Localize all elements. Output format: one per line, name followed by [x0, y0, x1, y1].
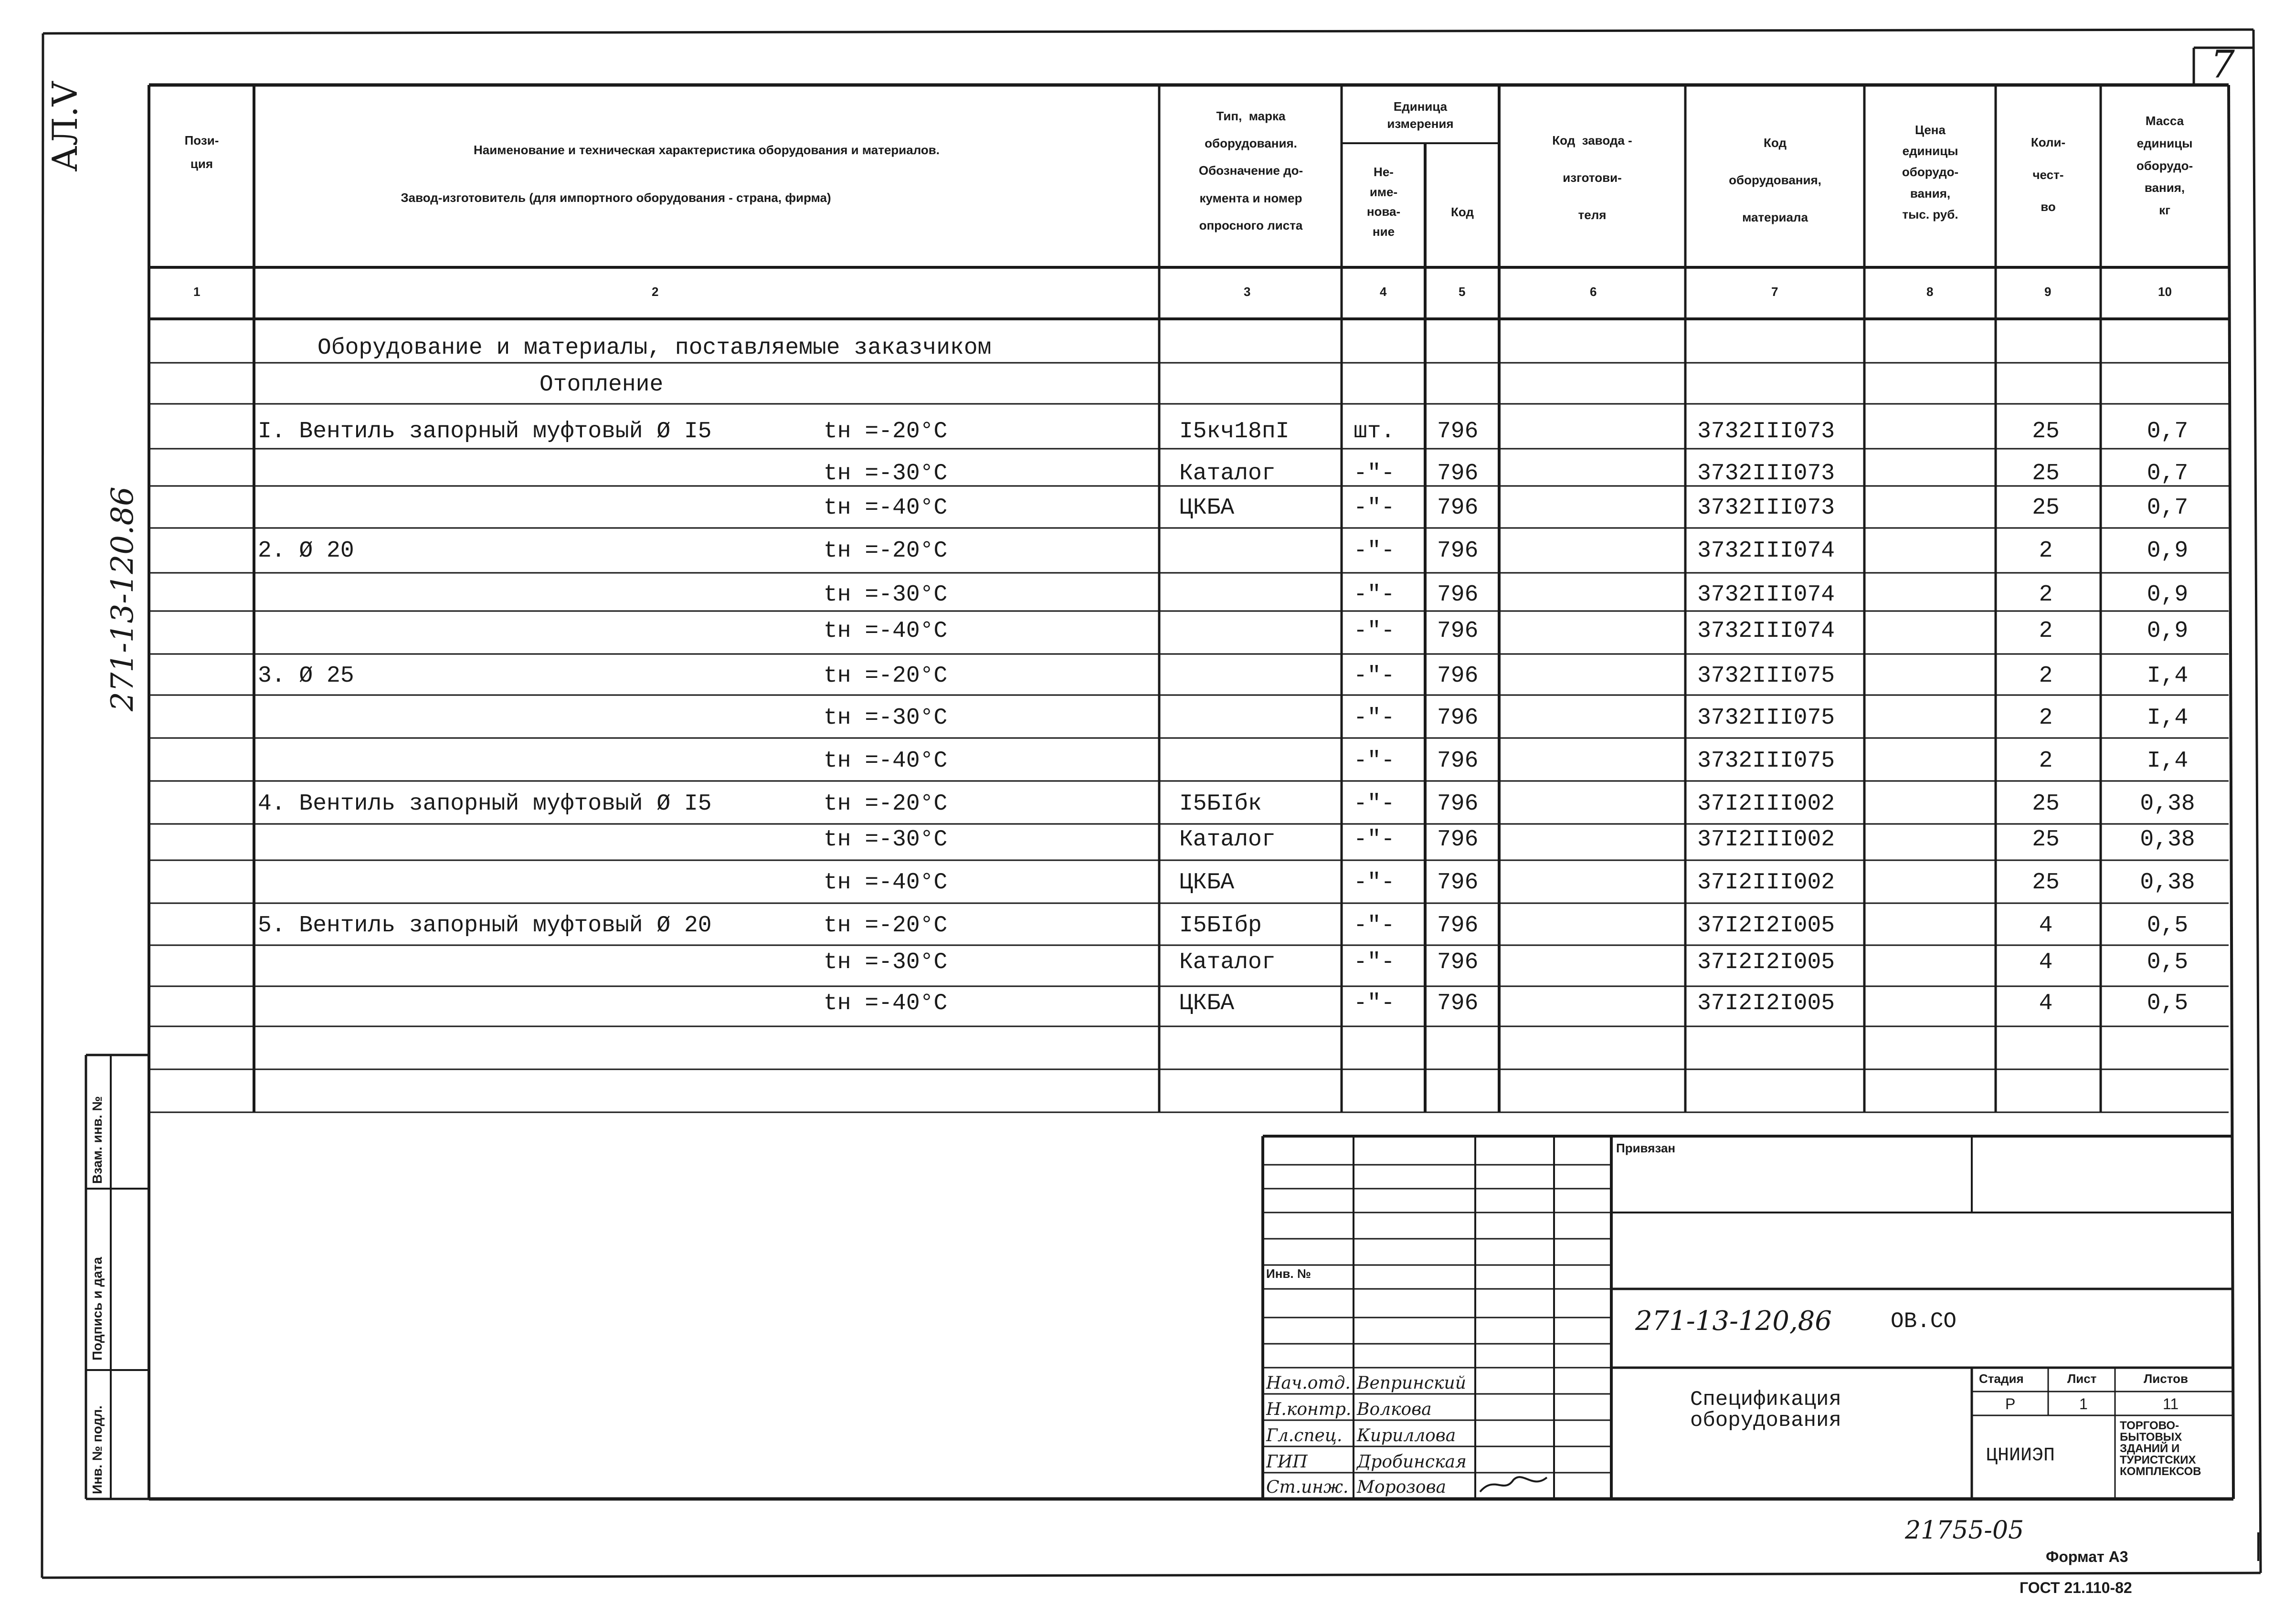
- cell-unit-code: 796: [1437, 827, 1479, 853]
- cell-mass: I,4: [2147, 748, 2189, 774]
- org-description: ТОРГОВО- БЫТОВЫХ ЗДАНИЙ И ТУРИСТСКИХ КОМПЛЕКСОВ: [2120, 1419, 2201, 1478]
- cell-unit: -"-: [1354, 949, 1395, 975]
- stage-label: Стадия: [1979, 1371, 2024, 1386]
- cell-unit-code: 796: [1437, 949, 1479, 975]
- cell-mass: 0,9: [2147, 582, 2189, 608]
- col-number: 2: [652, 285, 659, 299]
- cell-name: 5. Вентиль запорный муфтовый Ø 20: [258, 913, 712, 939]
- stage-value: Р: [2005, 1395, 2016, 1413]
- cell-equipment-code: 3732III075: [1697, 663, 1835, 689]
- cell-unit: -"-: [1354, 991, 1395, 1016]
- cell-unit: -"-: [1354, 870, 1395, 896]
- handwritten-id: 21755-05: [1905, 1516, 2024, 1545]
- cell-mass: 0,9: [2147, 538, 2189, 564]
- sheet-number: 7: [2210, 42, 2235, 86]
- cell-temperature: tн =-30°C: [824, 827, 948, 853]
- role-label: ГИП: [1266, 1452, 1308, 1472]
- cell-unit-code: 796: [1437, 748, 1479, 774]
- cell-quantity: 2: [2039, 618, 2053, 644]
- cell-unit-code: 796: [1437, 705, 1479, 731]
- cell-quantity: 25: [2032, 827, 2060, 853]
- cell-quantity: 25: [2032, 461, 2060, 486]
- cell-unit-code: 796: [1437, 495, 1479, 521]
- cell-temperature: tн =-20°C: [824, 791, 948, 817]
- cell-unit: -"-: [1354, 791, 1395, 817]
- subsection-title: Отопление: [539, 372, 664, 398]
- cell-unit: -"-: [1354, 618, 1395, 644]
- cell-quantity: 4: [2039, 949, 2053, 975]
- role-label: Н.контр.: [1266, 1400, 1352, 1419]
- gost-label: ГОСТ 21.110-82: [2020, 1579, 2132, 1596]
- cell-unit-code: 796: [1437, 618, 1479, 644]
- signer-name: Кириллова: [1357, 1426, 1456, 1445]
- cell-quantity: 25: [2032, 419, 2060, 444]
- cell-equipment-code: 37I2III002: [1697, 870, 1835, 896]
- header-price: Цена единицы оборудо- вания, тыс. руб.: [1902, 123, 1959, 221]
- doc-code: 271-13-120,86: [1635, 1306, 1832, 1337]
- cell-unit-code: 796: [1437, 991, 1479, 1016]
- cell-temperature: tн =-20°C: [824, 913, 948, 939]
- cell-type: Каталог: [1179, 949, 1276, 975]
- cell-name: 4. Вентиль запорный муфтовый Ø I5: [258, 791, 712, 817]
- cell-temperature: tн =-30°C: [824, 461, 948, 486]
- role-label: Нач.отд.: [1266, 1373, 1351, 1393]
- signer-name: Дробинская: [1357, 1452, 1467, 1472]
- cell-equipment-code: 3732III073: [1697, 461, 1835, 486]
- cell-type: ЦКБА: [1179, 495, 1235, 521]
- cell-quantity: 2: [2039, 705, 2053, 731]
- margin-project-code: 271-13-120.86: [105, 486, 140, 711]
- cell-unit-code: 796: [1437, 663, 1479, 689]
- doc-title: Спецификация оборудования: [1690, 1388, 1841, 1433]
- cell-mass: 0,38: [2140, 870, 2195, 896]
- cell-equipment-code: 37I2III002: [1697, 791, 1835, 817]
- cell-unit: -"-: [1354, 748, 1395, 774]
- cell-name: 2. Ø 20: [258, 538, 354, 564]
- cell-temperature: tн =-40°C: [824, 748, 948, 774]
- cell-name: I. Вентиль запорный муфтовый Ø I5: [258, 419, 712, 444]
- header-type: Тип, марка оборудования. Обозначение до- кумента и номер опросного листа: [1198, 109, 1303, 232]
- cell-temperature: tн =-30°C: [824, 705, 948, 731]
- cell-temperature: tн =-20°C: [824, 538, 948, 564]
- cell-temperature: tн =-30°C: [824, 582, 948, 608]
- cell-quantity: 2: [2039, 538, 2053, 564]
- org-name: ЦНИИЭП: [1986, 1445, 2055, 1466]
- sheets-label: Листов: [2144, 1371, 2188, 1386]
- cell-mass: 0,5: [2147, 949, 2189, 975]
- cell-unit: -"-: [1354, 913, 1395, 939]
- cell-equipment-code: 37I2I2I005: [1697, 949, 1835, 975]
- col-number: 9: [2044, 285, 2052, 299]
- cell-equipment-code: 3732III073: [1697, 419, 1835, 444]
- cell-quantity: 2: [2039, 663, 2053, 689]
- cell-type: Каталог: [1179, 461, 1276, 486]
- cell-unit: -"-: [1354, 461, 1395, 486]
- cell-type: Каталог: [1179, 827, 1276, 853]
- cell-unit: шт.: [1354, 419, 1395, 444]
- cell-mass: 0,9: [2147, 618, 2189, 644]
- cell-unit-code: 796: [1437, 582, 1479, 608]
- cell-type: ЦКБА: [1179, 991, 1235, 1016]
- cell-mass: 0,5: [2147, 991, 2189, 1016]
- cell-quantity: 2: [2039, 748, 2053, 774]
- signer-name: Морозова: [1357, 1477, 1446, 1497]
- cell-type: ЦКБА: [1179, 870, 1235, 896]
- cell-unit-code: 796: [1437, 913, 1479, 939]
- cell-unit: -"-: [1354, 538, 1395, 564]
- header-unit-code: Код: [1451, 205, 1474, 219]
- cell-quantity: 4: [2039, 991, 2053, 1016]
- cell-mass: I,4: [2147, 705, 2189, 731]
- col-number: 6: [1590, 285, 1597, 299]
- header-name-line1: Наименование и техническая характеристика оборудования и материалов.: [473, 143, 940, 157]
- cell-unit-code: 796: [1437, 870, 1479, 896]
- cell-quantity: 25: [2032, 791, 2060, 817]
- margin-label-inv-podl: Инв. № подл.: [90, 1405, 105, 1494]
- cell-type: I5БIбр: [1179, 913, 1262, 939]
- signer-name: Волкова: [1357, 1400, 1432, 1419]
- cell-temperature: tн =-40°C: [824, 618, 948, 644]
- cell-mass: 0,38: [2140, 791, 2195, 817]
- bound-label: Привязан: [1616, 1141, 1676, 1155]
- header-unit-group: Единица измерения: [1387, 99, 1454, 131]
- cell-temperature: tн =-20°C: [824, 419, 948, 444]
- cell-temperature: tн =-40°C: [824, 991, 948, 1016]
- cell-temperature: tн =-30°C: [824, 949, 948, 975]
- cell-unit-code: 796: [1437, 419, 1479, 444]
- cell-equipment-code: 3732III074: [1697, 538, 1835, 564]
- cell-equipment-code: 3732III075: [1697, 748, 1835, 774]
- cell-mass: 0,7: [2147, 419, 2189, 444]
- role-label: Гл.спец.: [1266, 1426, 1343, 1445]
- cell-unit-code: 796: [1437, 461, 1479, 486]
- col-number: 10: [2158, 285, 2172, 299]
- header-mass: Масса единицы оборудо- вания, кг: [2136, 114, 2193, 218]
- cell-type: I5БIбк: [1179, 791, 1262, 817]
- cell-type: I5кч18пI: [1179, 419, 1290, 444]
- header-factory-code: Код завода - изготови- теля: [1552, 133, 1632, 222]
- margin-label-signature-date: Подпись и дата: [90, 1257, 105, 1360]
- cell-quantity: 25: [2032, 495, 2060, 521]
- album-label: АЛ.V: [45, 81, 85, 172]
- cell-unit: -"-: [1354, 582, 1395, 608]
- col-number: 4: [1380, 285, 1387, 299]
- sheet-label: Лист: [2067, 1371, 2097, 1386]
- cell-quantity: 2: [2039, 582, 2053, 608]
- cell-mass: 0,38: [2140, 827, 2195, 853]
- header-name-line2: Завод-изготовитель (для импортного оборудования - страна, фирма): [401, 190, 831, 205]
- cell-temperature: tн =-20°C: [824, 663, 948, 689]
- header-unit-name: Не- име- нова- ние: [1366, 165, 1401, 239]
- cell-equipment-code: 3732III073: [1697, 495, 1835, 521]
- format-label: Формат А3: [2046, 1548, 2128, 1565]
- sheet-value: 1: [2079, 1395, 2088, 1413]
- cell-equipment-code: 3732III074: [1697, 582, 1835, 608]
- inv-label: Инв. №: [1266, 1266, 1311, 1281]
- cell-unit: -"-: [1354, 663, 1395, 689]
- signer-name: Вепринский: [1357, 1373, 1466, 1393]
- cell-temperature: tн =-40°C: [824, 870, 948, 896]
- col-number: 3: [1244, 285, 1251, 299]
- col-number: 8: [1926, 285, 1934, 299]
- header-position: Пози- ция: [184, 133, 219, 171]
- col-number: 5: [1459, 285, 1466, 299]
- role-label: Ст.инж.: [1266, 1477, 1349, 1497]
- margin-label-vzam-inv: Взам. инв. №: [90, 1096, 105, 1184]
- cell-quantity: 4: [2039, 913, 2053, 939]
- cell-unit-code: 796: [1437, 791, 1479, 817]
- cell-mass: 0,7: [2147, 495, 2189, 521]
- cell-equipment-code: 3732III075: [1697, 705, 1835, 731]
- cell-quantity: 25: [2032, 870, 2060, 896]
- cell-equipment-code: 37I2I2I005: [1697, 913, 1835, 939]
- header-quantity: Коли- чест- во: [2031, 135, 2066, 214]
- cell-unit-code: 796: [1437, 538, 1479, 564]
- cell-equipment-code: 37I2I2I005: [1697, 991, 1835, 1016]
- cell-equipment-code: 3732III074: [1697, 618, 1835, 644]
- doc-suffix: ОВ.СО: [1891, 1309, 1957, 1334]
- header-equipment-code: Код оборудования, материала: [1729, 136, 1821, 224]
- cell-temperature: tн =-40°C: [824, 495, 948, 521]
- cell-unit: -"-: [1354, 827, 1395, 853]
- sheets-value: 11: [2163, 1395, 2179, 1413]
- section-title: Оборудование и материалы, поставляемые заказчиком: [317, 335, 992, 361]
- cell-mass: I,4: [2147, 663, 2189, 689]
- cell-equipment-code: 37I2III002: [1697, 827, 1835, 853]
- cell-mass: 0,5: [2147, 913, 2189, 939]
- cell-unit: -"-: [1354, 705, 1395, 731]
- cell-mass: 0,7: [2147, 461, 2189, 486]
- cell-unit: -"-: [1354, 495, 1395, 521]
- col-number: 1: [193, 285, 201, 299]
- cell-name: 3. Ø 25: [258, 663, 354, 689]
- col-number: 7: [1771, 285, 1778, 299]
